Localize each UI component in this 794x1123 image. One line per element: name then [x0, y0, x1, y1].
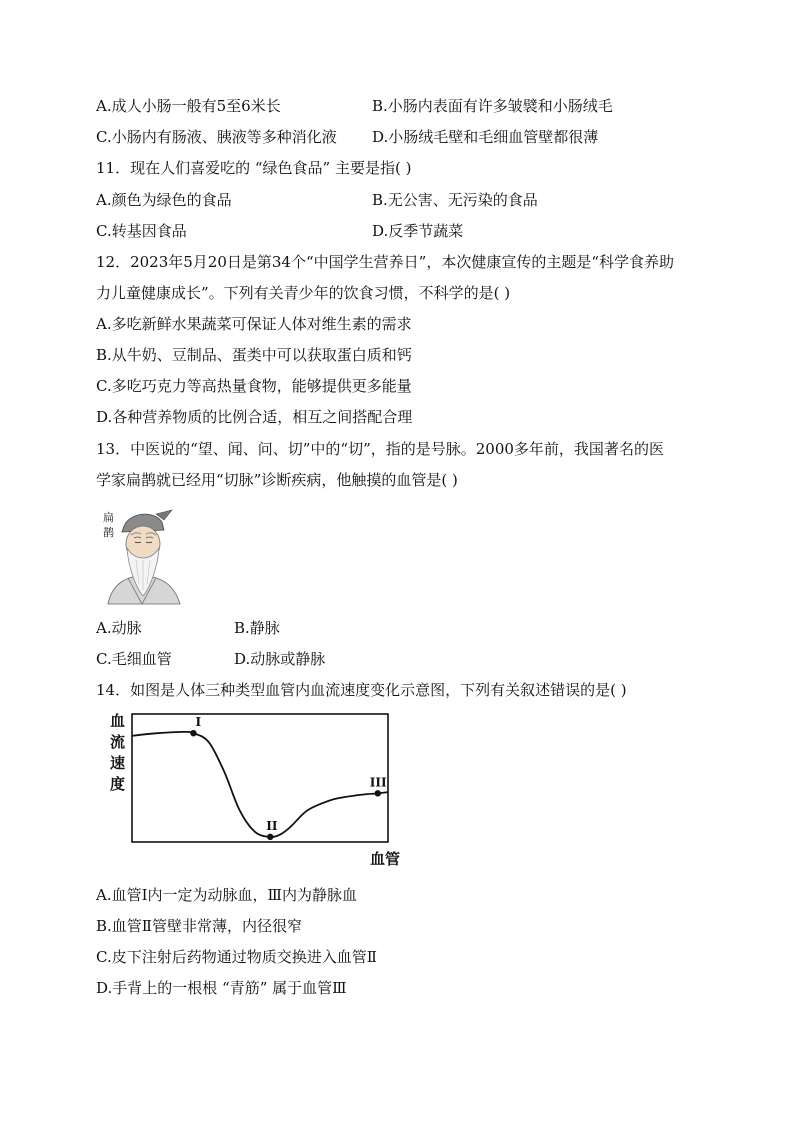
chart-point-1 — [190, 730, 196, 736]
q10-option-c: C.小肠内有肠液、胰液等多种消化液 — [96, 128, 337, 146]
q11-option-b: B.无公害、无污染的食品 — [372, 191, 538, 209]
velocity-curve — [132, 732, 388, 837]
q14-option-c: C.皮下注射后药物通过物质交换进入血管Ⅱ — [96, 948, 377, 966]
chart-ylabel — [110, 712, 125, 793]
q10-option-d: D.小肠绒毛壁和毛细血管壁都很薄 — [372, 128, 599, 146]
chart-ylabel-char-3: 度 — [110, 775, 126, 793]
chart-point-label-3: III — [369, 775, 387, 790]
q12-option-b: B.从牛奶、豆制品、蛋类中可以获取蛋白质和钙 — [96, 346, 412, 364]
chart-ylabel-char-0: 血 — [110, 712, 126, 730]
chart-ylabel-char-1: 流 — [110, 733, 126, 751]
chart-point-3 — [375, 790, 381, 796]
chart-point-2 — [267, 834, 273, 840]
q14-option-a: A.血管Ⅰ内一定为动脉血，Ⅲ内为静脉血 — [96, 886, 357, 904]
bian-que-portrait-drawing — [98, 504, 184, 606]
bian-que-portrait — [98, 504, 184, 606]
q12-option-a: A.多吃新鲜水果蔬菜可保证人体对维生素的需求 — [96, 315, 412, 333]
q10-option-b: B.小肠内表面有许多皱襞和小肠绒毛 — [372, 97, 613, 115]
q13-option-a: A.动脉 — [96, 619, 142, 637]
q11-option-c: C.转基因食品 — [96, 222, 187, 240]
q14-option-d: D.手背上的一根根 “青筋” 属于血管Ⅲ — [96, 979, 347, 997]
q12-option-c: C.多吃巧克力等高热量食物，能够提供更多能量 — [96, 377, 412, 395]
blood-flow-chart — [108, 708, 408, 870]
chart-points — [190, 715, 387, 840]
portrait-label-2: 鹊 — [103, 526, 114, 539]
q14-option-b: B.血管Ⅱ管壁非常薄，内径很窄 — [96, 917, 302, 935]
chart-point-label-1: I — [195, 715, 202, 730]
q13-option-c: C.毛细血管 — [96, 650, 172, 668]
q14-stem: 14．如图是人体三种类型血管内血流速度变化示意图，下列有关叙述错误的是( ) — [96, 681, 627, 699]
q13-stem-line-1: 13．中医说的“望、闻、问、切”中的“切”，指的是号脉。2000多年前，我国著名的医 — [96, 440, 664, 458]
q13-option-b: B.静脉 — [234, 619, 280, 637]
q11-option-d: D.反季节蔬菜 — [372, 222, 464, 240]
chart-ylabel-char-2: 速 — [110, 754, 126, 772]
portrait-label-1: 扁 — [103, 511, 114, 524]
q11-option-a: A.颜色为绿色的食品 — [96, 191, 232, 209]
chart-xlabel: 血管 — [370, 850, 401, 868]
q11-stem: 11．现在人们喜爱吃的 “绿色食品” 主要是指( ) — [96, 159, 412, 177]
q12-stem-line-1: 12．2023年5月20日是第34个“中国学生营养日”，本次健康宣传的主题是“科学食养助 — [96, 253, 674, 271]
q13-option-d: D.动脉或静脉 — [234, 650, 326, 668]
q10-option-a: A.成人小肠一般有5至6米长 — [96, 97, 281, 115]
q12-option-d: D.各种营养物质的比例合适，相互之间搭配合理 — [96, 408, 413, 426]
chart-point-label-2: II — [266, 818, 278, 833]
q13-stem-line-2: 学家扁鹊就已经用“切脉”诊断疾病，他触摸的血管是( ) — [96, 471, 458, 489]
blood-flow-chart-svg — [108, 708, 408, 870]
q12-stem-line-2: 力儿童健康成长”。下列有关青少年的饮食习惯，不科学的是( ) — [96, 284, 511, 302]
